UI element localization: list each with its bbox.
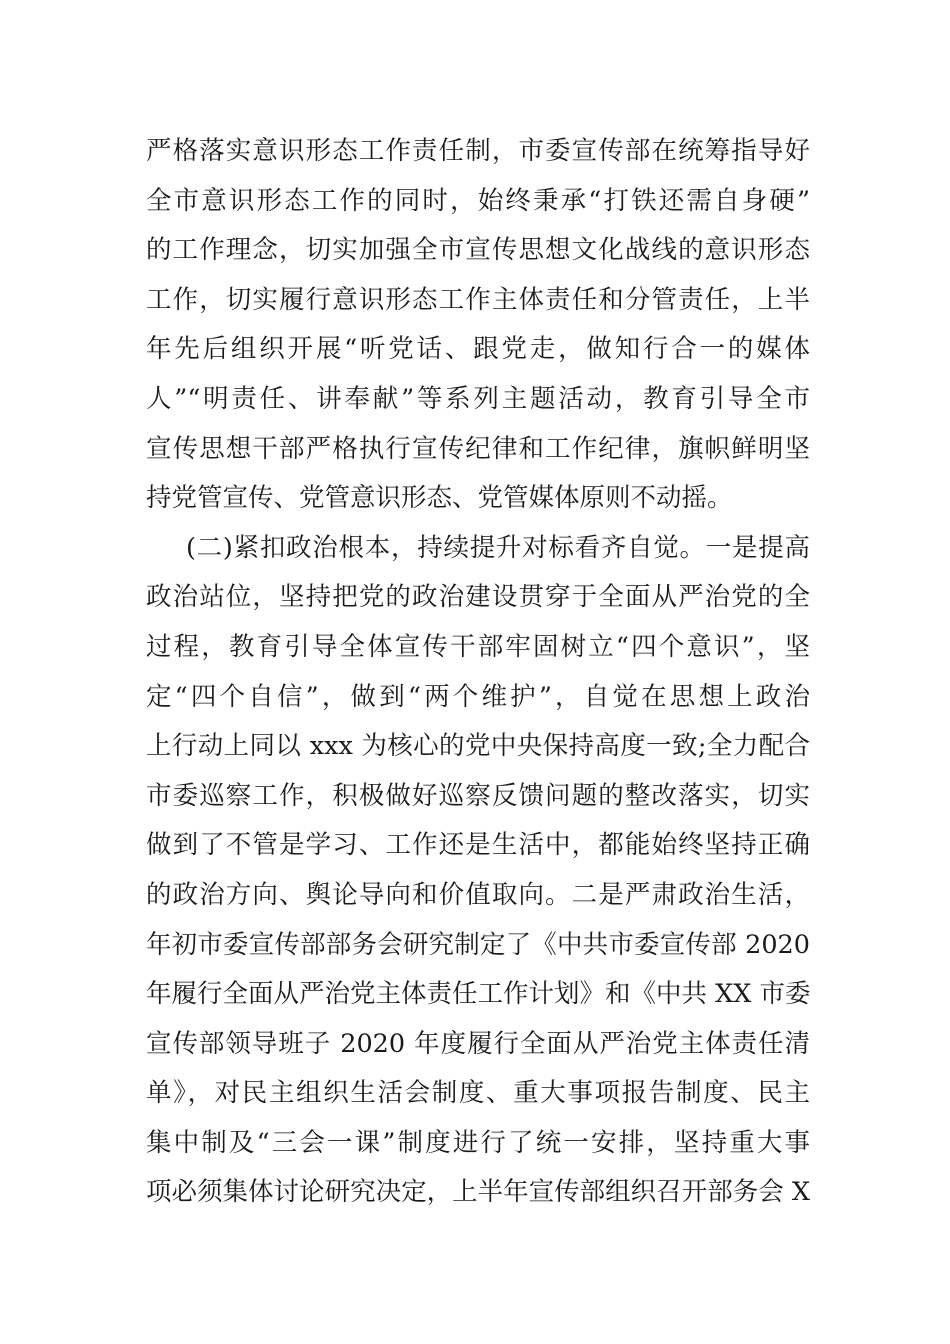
text-line: 宣传部领导班子 2020 年度履行全面从严治党主体责任清 — [146, 1028, 810, 1059]
text-line: 持党管宣传、党管意识形态、党管媒体原则不动摇。 — [146, 483, 733, 514]
text-line: 过程，教育引导全体宣传干部牢固树立“四个意识”，坚 — [146, 631, 810, 662]
text-line: 定“四个自信”，做到“两个维护”，自觉在思想上政治 — [146, 681, 810, 712]
text-line: 人”“明责任、讲奉献”等系列主题活动，教育引导全市 — [146, 383, 810, 414]
body-text — [146, 127, 810, 1218]
text-line: 全市意识形态工作的同时，始终秉承“打铁还需自身硬” — [146, 185, 810, 216]
text-line: 年先后组织开展“听党话、跟党走，做知行合一的媒体 — [146, 334, 810, 365]
paragraph-2 — [146, 524, 810, 1218]
text-line: 做到了不管是学习、工作还是生活中，都能始终坚持正确 — [146, 830, 810, 861]
text-line: 严格落实意识形态工作责任制，市委宣传部在统筹指导好 — [146, 136, 810, 166]
text-line: 市委巡察工作，积极做好巡察反馈问题的整改落实，切实 — [146, 780, 810, 811]
text-line: 单》，对民主组织生活会制度、重大事项报告制度、民主 — [146, 1078, 810, 1109]
text-line: 工作，切实履行意识形态工作主体责任和分管责任，上半 — [146, 284, 810, 315]
paragraph-1 — [146, 127, 810, 524]
text-line: 年初市委宣传部部务会研究制定了《中共市委宣传部 2020 — [146, 929, 810, 960]
text-line: 的政治方向、舆论导向和价值取向。二是严肃政治生活， — [146, 879, 810, 910]
text-line: 项必须集体讨论研究决定，上半年宣传部组织召开部务会 X — [146, 1177, 810, 1208]
text-line: 的工作理念，切实加强全市宣传思想文化战线的意识形态 — [146, 235, 810, 266]
text-line: 集中制及“三会一课”制度进行了统一安排，坚持重大事 — [146, 1127, 810, 1158]
text-line: 上行动上同以 xxx 为核心的党中央保持高度一致;全力配合 — [146, 731, 810, 762]
text-line: 宣传思想干部严格执行宣传纪律和工作纪律，旗帜鲜明坚 — [146, 433, 810, 464]
section-heading-line: (二)紧扣政治根本，持续提升对标看齐自觉。一是提高 — [186, 532, 810, 563]
text-line: 年履行全面从严治党主体责任工作计划》和《中共 XX 市委 — [146, 979, 811, 1010]
text-line: 政治站位，坚持把党的政治建设贯穿于全面从严治党的全 — [146, 582, 810, 613]
